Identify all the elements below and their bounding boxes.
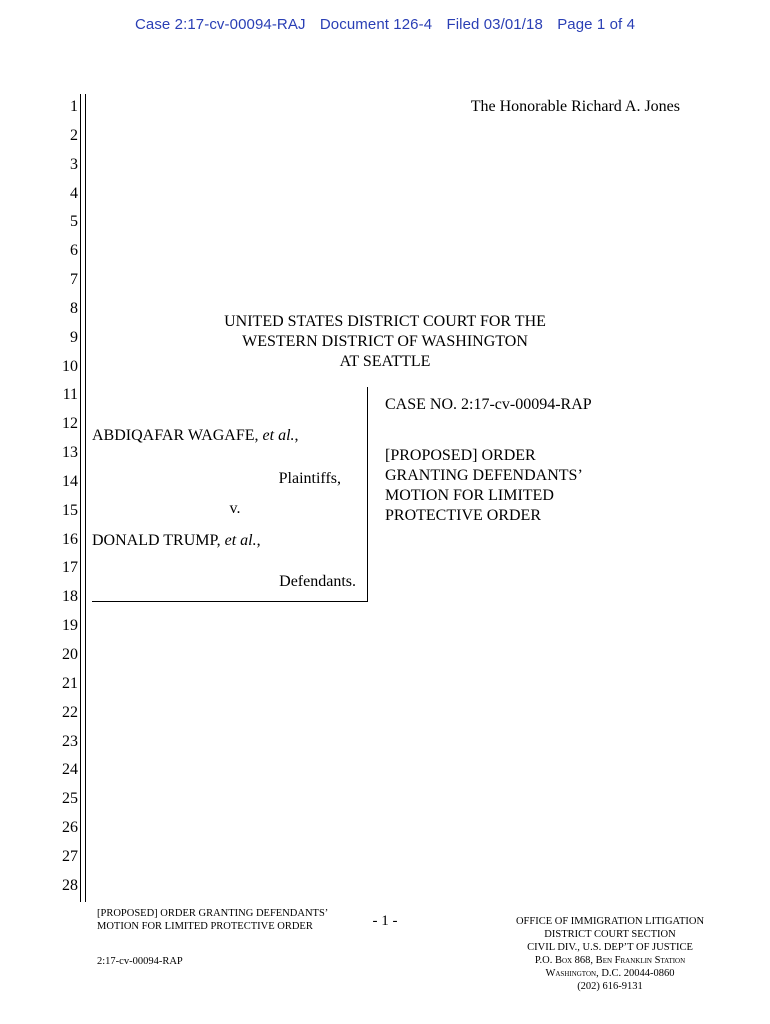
document-title-line4: PROTECTIVE ORDER: [385, 507, 541, 524]
ecf-page-count: Page 1 of 4: [557, 16, 636, 33]
document-title: [385, 446, 583, 526]
ecf-header: [0, 16, 770, 33]
office-division: CIVIL DIV., U.S. DEP’T OF JUSTICE: [527, 942, 693, 953]
footer-title-line1: [PROPOSED] ORDER GRANTING DEFENDANTS’: [97, 908, 329, 919]
office-po-box: P.O. Box 868, Ben Franklin Station: [534, 955, 686, 966]
line-number: 1: [70, 98, 78, 115]
line-number: 10: [62, 357, 78, 375]
line-number: 5: [70, 213, 78, 231]
court-heading: [150, 312, 620, 372]
line-number: 8: [70, 299, 78, 317]
line-number: 23: [62, 732, 78, 750]
page-number: - 1 -: [372, 913, 398, 929]
office-name: OFFICE OF IMMIGRATION LITIGATION: [515, 916, 705, 927]
ecf-case-number: Case 2:17-cv-00094-RAJ: [134, 16, 306, 33]
line-number: 16: [62, 530, 78, 548]
defendant-name: DONALD TRUMP, et al.,: [92, 532, 261, 549]
line-number: 14: [62, 472, 78, 490]
caption-vertical-rule: [367, 387, 368, 601]
line-number: 24: [62, 761, 78, 779]
line-number: 2: [70, 126, 78, 144]
line-number: 15: [62, 501, 78, 519]
line-number: 22: [62, 703, 78, 721]
plaintiffs-label: Plaintiffs,: [278, 470, 341, 487]
caption-bottom-rule: [92, 601, 368, 602]
footer-document-title: [97, 907, 328, 933]
line-number: 17: [62, 559, 78, 577]
line-number: 25: [62, 790, 78, 808]
ecf-filed-date: Filed 03/01/18: [446, 16, 543, 33]
line-number: 20: [62, 646, 78, 663]
court-heading-line2: WESTERN DISTRICT OF WASHINGTON: [242, 333, 528, 350]
line-number: 18: [62, 588, 78, 606]
line-number: 3: [70, 155, 78, 173]
line-number: 21: [62, 674, 78, 692]
line-number: 19: [62, 617, 78, 635]
defendant-et-al: et al.: [224, 532, 257, 549]
line-number: 12: [62, 415, 78, 433]
footer-title-line2: MOTION FOR LIMITED PROTECTIVE ORDER: [97, 921, 313, 932]
court-heading-line3: AT SEATTLE: [339, 353, 431, 370]
case-number: CASE NO. 2:17-cv-00094-RAP: [385, 396, 592, 413]
line-number: 4: [70, 184, 78, 202]
ecf-document-number: Document 126-4: [319, 16, 433, 33]
footer-office-address: [490, 915, 730, 993]
office-city: Washington, D.C. 20044-0860: [545, 968, 675, 979]
line-number: 6: [70, 242, 78, 260]
plaintiff-name: ABDIQAFAR WAGAFE, et al.,: [92, 427, 299, 444]
line-number: 28: [62, 876, 78, 894]
office-section: DISTRICT COURT SECTION: [544, 929, 676, 940]
court-heading-line1: UNITED STATES DISTRICT COURT FOR THE: [224, 313, 546, 330]
pleading-rule-left: [80, 94, 81, 902]
pleading-rule-right: [85, 94, 86, 902]
line-number: 11: [62, 386, 78, 404]
versus-label: v.: [229, 500, 241, 517]
document-title-line1: [PROPOSED] ORDER: [385, 447, 536, 464]
judge-name: The Honorable Richard A. Jones: [470, 98, 680, 115]
line-number: 27: [62, 847, 78, 865]
defendants-label: Defendants.: [279, 573, 356, 590]
line-number: 7: [70, 271, 78, 288]
footer-case-number: 2:17-cv-00094-RAP: [97, 956, 183, 967]
office-phone: (202) 616-9131: [577, 981, 643, 992]
line-number: 13: [62, 444, 78, 462]
line-number: 26: [62, 819, 78, 836]
line-number: 9: [70, 328, 78, 346]
document-title-line3: MOTION FOR LIMITED: [385, 487, 554, 504]
plaintiff-et-al: et al.: [262, 427, 295, 444]
document-title-line2: GRANTING DEFENDANTS’: [385, 467, 583, 484]
